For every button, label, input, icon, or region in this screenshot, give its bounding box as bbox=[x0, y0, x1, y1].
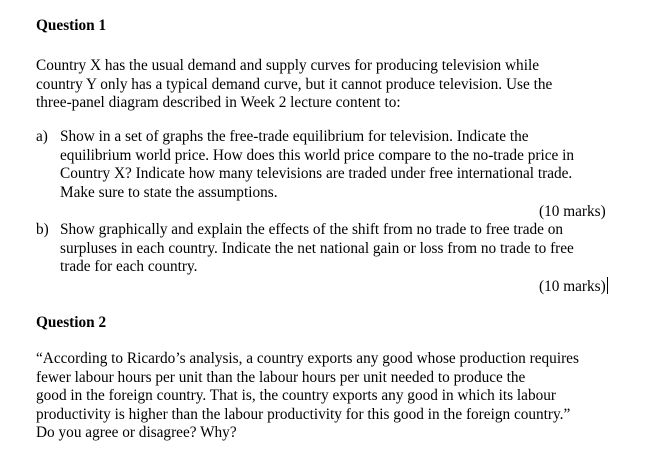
part-b-label: b) bbox=[36, 221, 49, 238]
question-1-intro bbox=[36, 57, 611, 113]
part-b-text bbox=[60, 221, 616, 277]
question-1-heading: Question 1 bbox=[36, 17, 107, 34]
question-2-heading: Question 2 bbox=[36, 314, 107, 331]
question-2-line: “According to Ricardo’s analysis, a country exports any good whose production requires bbox=[36, 350, 579, 367]
part-b-marks-row bbox=[539, 277, 608, 297]
part-b-line: surpluses in each country. Indicate the net national gain or loss from no trade to free bbox=[60, 239, 574, 257]
part-a-text bbox=[60, 128, 616, 202]
part-a-line: equilibrium world price. How does this world price compare to the no-trade price in bbox=[60, 146, 574, 164]
part-b-line: trade for each country. bbox=[60, 258, 198, 276]
question-2-text bbox=[36, 350, 626, 443]
question-2-line: Do you agree or disagree? Why? bbox=[36, 424, 237, 442]
part-a-line: Make sure to state the assumptions. bbox=[60, 183, 278, 201]
question-2-line: productivity is higher than the labour productivity for this good in the foreign country.” bbox=[36, 405, 571, 423]
text-cursor bbox=[607, 277, 608, 294]
part-a-line: Show in a set of graphs the free-trade equilibrium for television. Indicate the bbox=[60, 128, 529, 145]
part-b-line: Show graphically and explain the effects of the shift from no trade to free trade on bbox=[60, 221, 564, 238]
part-b-marks: (10 marks) bbox=[539, 278, 606, 295]
question-2-line: good in the foreign country. That is, the country exports any good in which its labour bbox=[36, 387, 556, 405]
intro-line: three-panel diagram described in Week 2 lecture content to: bbox=[36, 94, 401, 112]
intro-line: Country X has the usual demand and supply curves for producing television while bbox=[36, 57, 539, 74]
part-a-label: a) bbox=[36, 128, 48, 145]
part-a-line: Country X? Indicate how many televisions are traded under free international trade. bbox=[60, 165, 573, 183]
intro-line: country Y only has a typical demand curve, but it cannot produce television. Use the bbox=[36, 75, 553, 93]
part-a-marks: (10 marks) bbox=[539, 203, 606, 220]
question-2-line: fewer labour hours per unit than the labour hours per unit needed to produce the bbox=[36, 368, 526, 386]
